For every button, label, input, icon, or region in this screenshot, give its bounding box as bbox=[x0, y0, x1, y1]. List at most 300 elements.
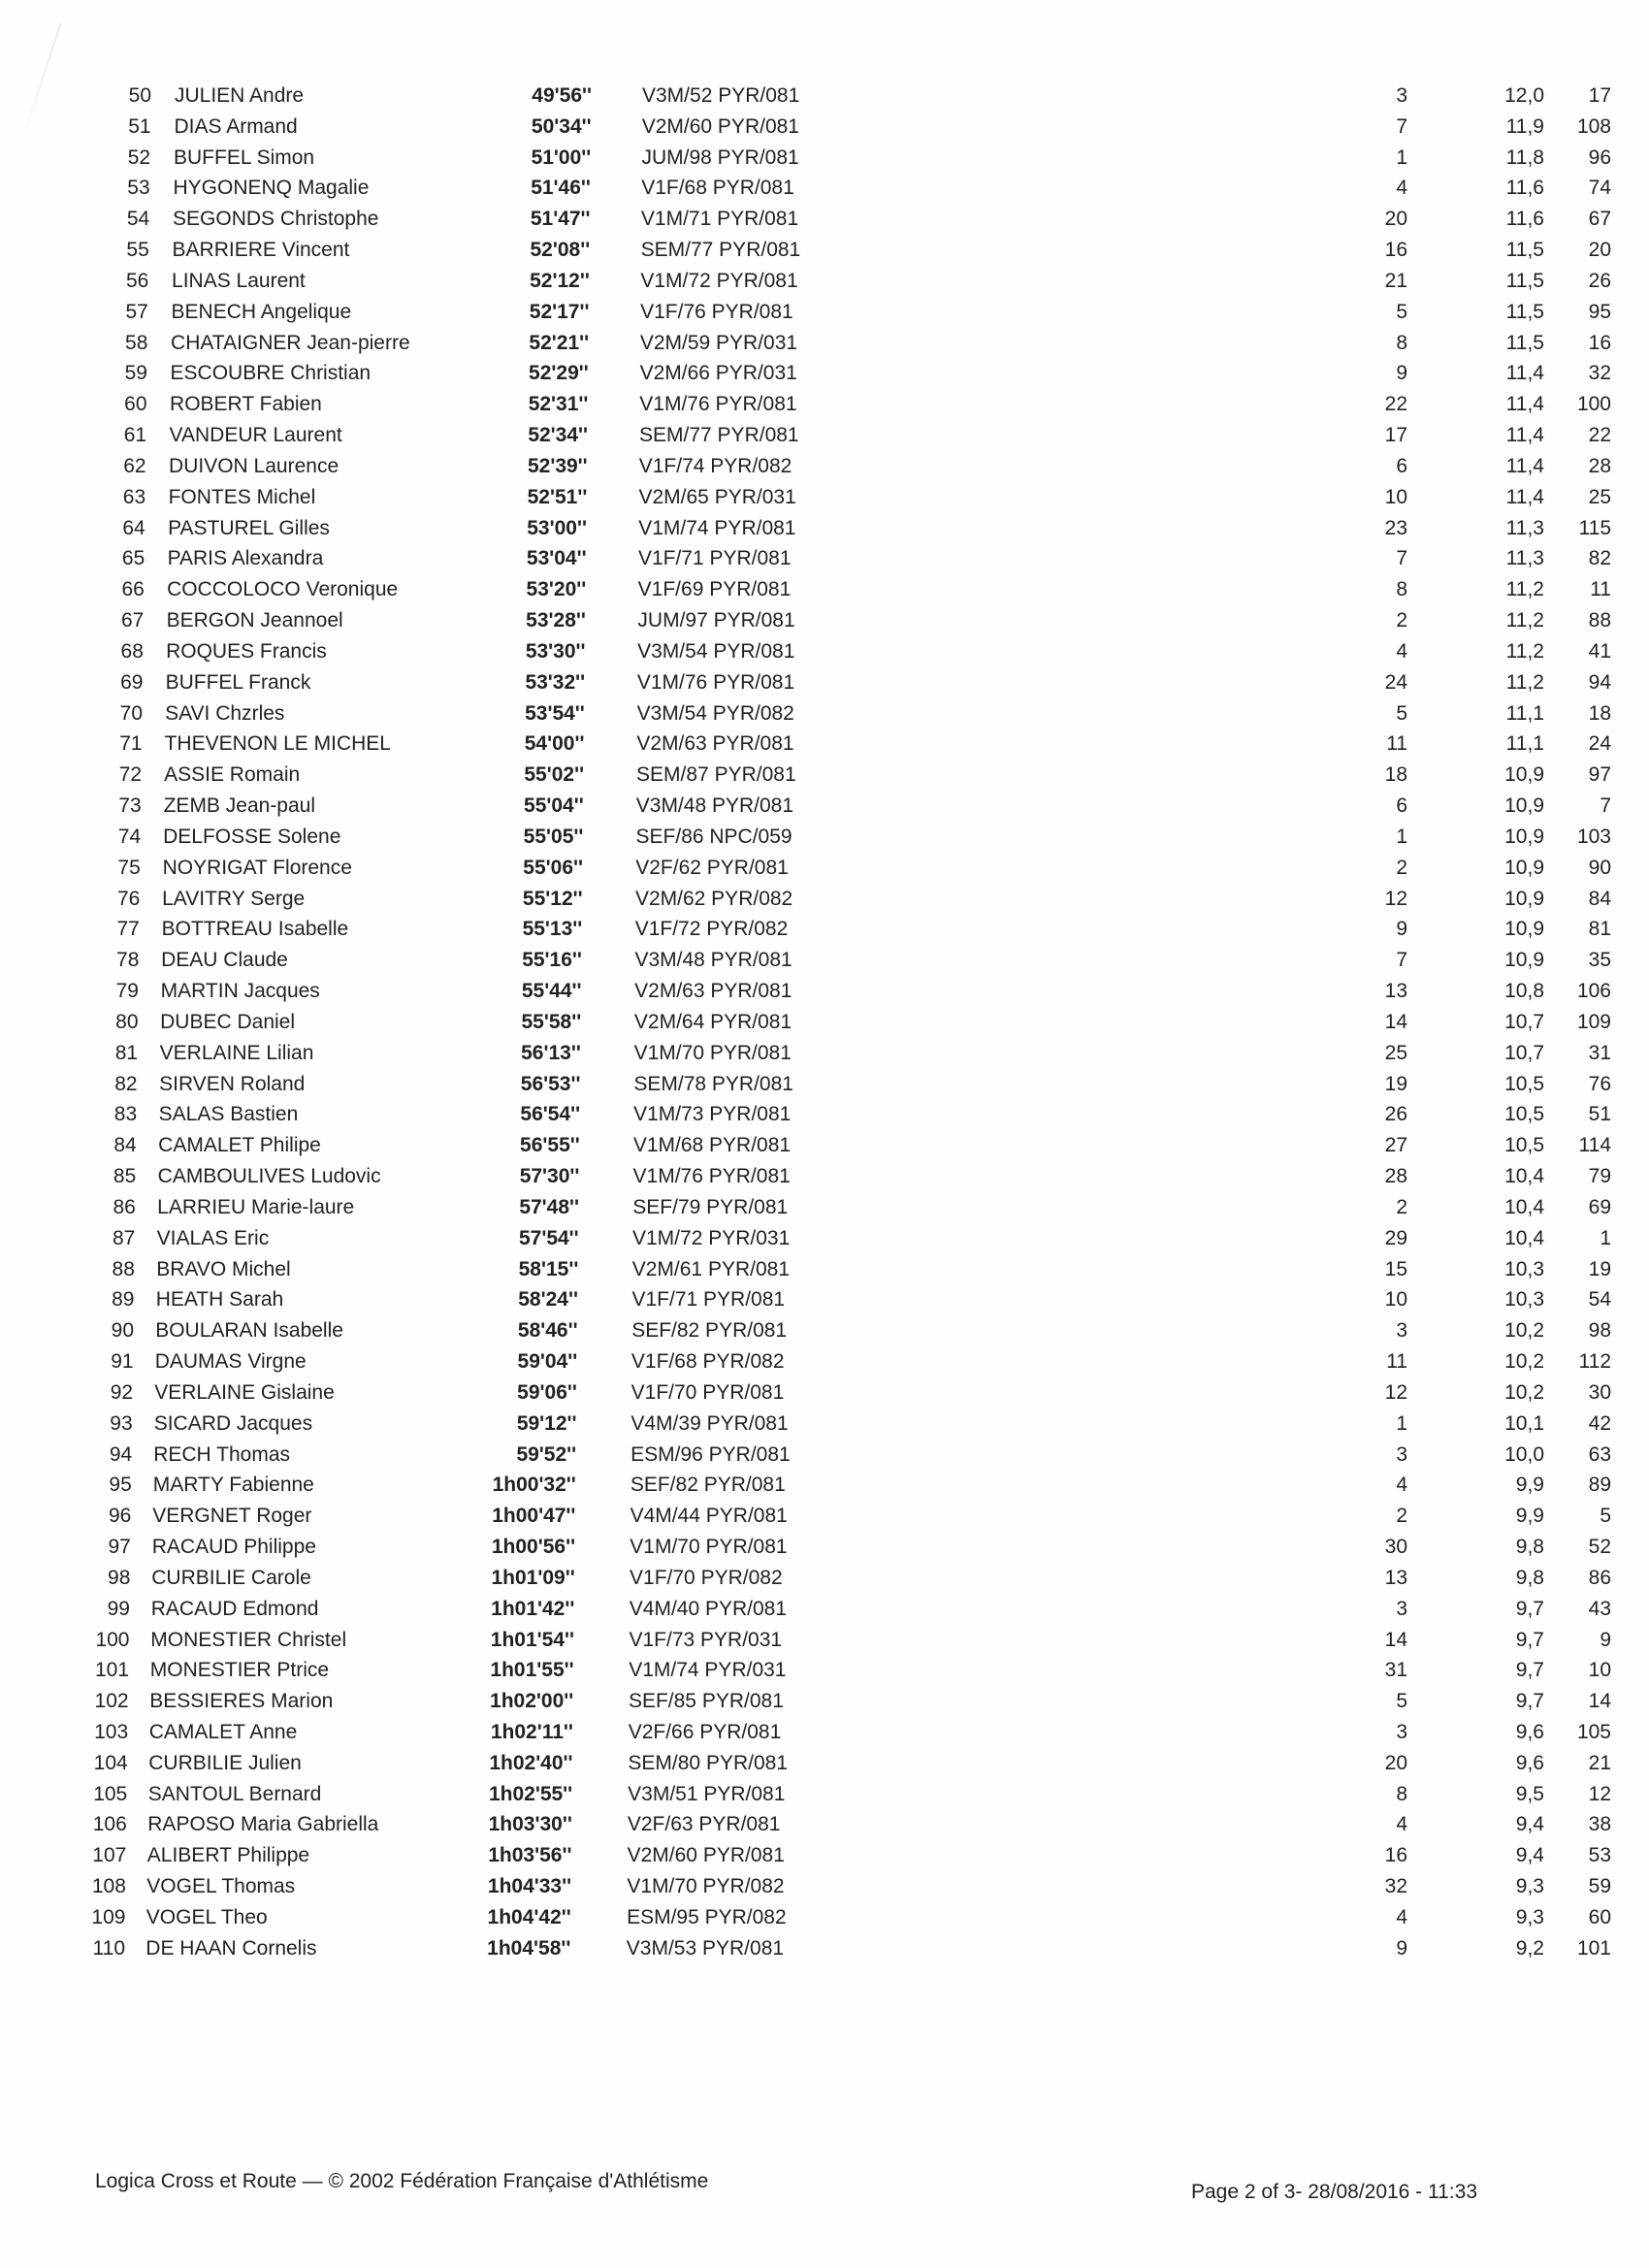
cell-time: 1h04'42'' bbox=[487, 1905, 571, 1928]
cell-category-rank: 12 bbox=[1384, 887, 1407, 910]
cell-bib: 79 bbox=[1588, 1165, 1611, 1188]
cell-rank: 104 bbox=[93, 1751, 128, 1774]
cell-category-rank: 2 bbox=[1396, 1505, 1407, 1528]
cell-time: 1h02'40'' bbox=[489, 1751, 573, 1774]
cell-time: 53'30'' bbox=[525, 639, 586, 663]
cell-time: 52'08'' bbox=[530, 239, 591, 262]
result-row bbox=[0, 1749, 1649, 1778]
cell-rank: 82 bbox=[114, 1072, 138, 1095]
cell-category: V2F/63 PYR/081 bbox=[627, 1813, 781, 1836]
cell-speed: 9,7 bbox=[1515, 1690, 1544, 1713]
cell-rank: 80 bbox=[115, 1010, 139, 1033]
cell-category-rank: 7 bbox=[1396, 949, 1407, 972]
cell-rank: 106 bbox=[92, 1813, 127, 1836]
cell-name: CAMALET Anne bbox=[148, 1720, 298, 1743]
cell-category: V1F/68 PYR/081 bbox=[641, 177, 794, 200]
cell-rank: 56 bbox=[125, 269, 149, 292]
cell-rank: 97 bbox=[108, 1536, 131, 1558]
cell-bib: 16 bbox=[1588, 331, 1611, 354]
cell-category-rank: 1 bbox=[1396, 146, 1407, 169]
cell-time: 52'31'' bbox=[528, 393, 589, 416]
cell-rank: 84 bbox=[113, 1134, 137, 1157]
cell-category: V1F/70 PYR/082 bbox=[630, 1566, 783, 1589]
cell-rank: 100 bbox=[95, 1628, 130, 1651]
cell-name: CAMALET Philipe bbox=[158, 1134, 321, 1157]
cell-name: DELFOSSE Solene bbox=[163, 825, 341, 848]
cell-rank: 73 bbox=[118, 794, 142, 818]
result-row bbox=[0, 885, 1649, 914]
cell-speed: 11,4 bbox=[1505, 362, 1544, 385]
cell-bib: 60 bbox=[1588, 1905, 1611, 1928]
result-row bbox=[0, 113, 1649, 142]
cell-rank: 65 bbox=[121, 547, 146, 570]
cell-category: V2M/59 PYR/031 bbox=[639, 331, 798, 354]
cell-category: V4M/40 PYR/081 bbox=[629, 1597, 788, 1620]
cell-category-rank: 4 bbox=[1396, 1813, 1407, 1836]
cell-name: DE HAAN Cornelis bbox=[146, 1936, 317, 1960]
cell-rank: 70 bbox=[119, 701, 143, 725]
cell-rank: 87 bbox=[112, 1226, 136, 1249]
result-row bbox=[0, 236, 1649, 265]
result-row bbox=[0, 1378, 1649, 1408]
cell-name: MONESTIER Ptrice bbox=[149, 1659, 330, 1682]
cell-category-rank: 27 bbox=[1384, 1134, 1407, 1157]
cell-category: SEF/86 NPC/059 bbox=[635, 825, 792, 848]
footer-page-info: Page 2 of 3- 28/08/2016 - 11:33 bbox=[1191, 2181, 1478, 2203]
cell-speed: 11,5 bbox=[1505, 331, 1544, 354]
cell-bib: 7 bbox=[1600, 794, 1611, 818]
result-row bbox=[0, 174, 1649, 203]
cell-category: V4M/44 PYR/081 bbox=[630, 1505, 788, 1528]
cell-category-rank: 5 bbox=[1396, 300, 1407, 323]
cell-category: V2M/62 PYR/082 bbox=[634, 887, 793, 910]
cell-time: 54'00'' bbox=[524, 732, 585, 756]
cell-category: ESM/96 PYR/081 bbox=[630, 1442, 791, 1466]
cell-name: SANTOUL Bernard bbox=[147, 1782, 322, 1805]
cell-rank: 71 bbox=[119, 732, 143, 756]
cell-speed: 9,6 bbox=[1515, 1751, 1544, 1774]
cell-bib: 76 bbox=[1588, 1072, 1611, 1095]
cell-name: DIAS Armand bbox=[174, 114, 298, 138]
cell-category-rank: 20 bbox=[1384, 208, 1407, 231]
cell-category: V1F/70 PYR/081 bbox=[630, 1380, 785, 1404]
cell-speed: 11,6 bbox=[1505, 208, 1544, 231]
cell-speed: 10,5 bbox=[1504, 1072, 1544, 1095]
cell-category: V1M/76 PYR/081 bbox=[636, 670, 795, 694]
cell-category-rank: 4 bbox=[1396, 177, 1407, 200]
cell-category-rank: 8 bbox=[1396, 1782, 1407, 1805]
cell-rank: 79 bbox=[115, 980, 139, 1003]
cell-speed: 11,4 bbox=[1505, 424, 1544, 447]
cell-bib: 101 bbox=[1576, 1936, 1611, 1960]
cell-speed: 11,1 bbox=[1505, 701, 1544, 725]
cell-name: VIALAS Eric bbox=[156, 1226, 270, 1249]
cell-category: SEM/78 PYR/081 bbox=[633, 1072, 793, 1095]
cell-category-rank: 4 bbox=[1396, 1474, 1407, 1497]
cell-name: PARIS Alexandra bbox=[167, 547, 324, 570]
cell-time: 1h04'58'' bbox=[487, 1936, 571, 1960]
cell-speed: 11,2 bbox=[1505, 578, 1544, 601]
cell-rank: 57 bbox=[125, 300, 148, 323]
cell-bib: 88 bbox=[1588, 609, 1611, 632]
cell-rank: 85 bbox=[113, 1165, 137, 1188]
cell-speed: 11,2 bbox=[1505, 639, 1544, 663]
cell-category-rank: 13 bbox=[1384, 980, 1407, 1003]
cell-category: V1F/71 PYR/081 bbox=[631, 1288, 786, 1312]
cell-bib: 89 bbox=[1588, 1474, 1611, 1497]
cell-category-rank: 3 bbox=[1396, 1319, 1407, 1343]
cell-time: 1h01'42'' bbox=[491, 1597, 575, 1620]
cell-rank: 76 bbox=[116, 887, 141, 910]
cell-speed: 11,3 bbox=[1505, 547, 1544, 570]
result-row bbox=[0, 1903, 1649, 1932]
cell-time: 1h02'00'' bbox=[490, 1690, 574, 1713]
cell-speed: 11,6 bbox=[1505, 177, 1544, 200]
cell-category-rank: 29 bbox=[1384, 1226, 1407, 1249]
cell-name: SIRVEN Roland bbox=[159, 1072, 306, 1095]
cell-rank: 69 bbox=[120, 670, 144, 694]
cell-category: V1M/71 PYR/081 bbox=[640, 208, 799, 231]
cell-category-rank: 13 bbox=[1384, 1566, 1407, 1589]
cell-bib: 22 bbox=[1588, 424, 1611, 447]
cell-bib: 95 bbox=[1588, 300, 1611, 323]
cell-bib: 42 bbox=[1588, 1411, 1611, 1435]
cell-name: LAVITRY Serge bbox=[162, 887, 306, 910]
cell-speed: 11,5 bbox=[1505, 269, 1544, 292]
cell-time: 55'16'' bbox=[522, 949, 582, 972]
cell-time: 52'39'' bbox=[527, 454, 588, 477]
cell-category-rank: 14 bbox=[1384, 1010, 1407, 1033]
cell-category: SEF/82 PYR/081 bbox=[631, 1319, 788, 1343]
cell-rank: 102 bbox=[94, 1690, 129, 1713]
cell-name: ZEMB Jean-paul bbox=[163, 794, 316, 818]
cell-time: 1h00'56'' bbox=[491, 1536, 576, 1558]
cell-speed: 9,9 bbox=[1515, 1505, 1544, 1528]
cell-speed: 10,2 bbox=[1504, 1319, 1544, 1343]
cell-speed: 10,9 bbox=[1504, 763, 1544, 787]
result-row bbox=[0, 514, 1649, 543]
cell-bib: 31 bbox=[1588, 1041, 1611, 1064]
cell-speed: 9,7 bbox=[1515, 1597, 1544, 1620]
cell-bib: 82 bbox=[1588, 547, 1611, 570]
cell-speed: 10,7 bbox=[1504, 1010, 1544, 1033]
cell-rank: 54 bbox=[126, 208, 150, 231]
cell-category-rank: 7 bbox=[1396, 114, 1407, 138]
cell-category-rank: 11 bbox=[1386, 1350, 1407, 1374]
cell-bib: 103 bbox=[1576, 825, 1611, 848]
cell-rank: 77 bbox=[116, 918, 140, 941]
cell-category: V2M/65 PYR/031 bbox=[638, 485, 796, 508]
cell-name: BESSIERES Marion bbox=[149, 1690, 334, 1713]
cell-time: 59'06'' bbox=[517, 1380, 577, 1404]
result-row bbox=[0, 1502, 1649, 1531]
cell-category: V1M/76 PYR/081 bbox=[632, 1165, 791, 1188]
cell-name: BENECH Angelique bbox=[171, 300, 352, 323]
cell-category: V1F/73 PYR/031 bbox=[629, 1628, 783, 1651]
cell-rank: 90 bbox=[111, 1319, 134, 1343]
cell-bib: 30 bbox=[1588, 1380, 1611, 1404]
cell-category-rank: 3 bbox=[1396, 1720, 1407, 1743]
cell-name: SICARD Jacques bbox=[153, 1411, 313, 1435]
cell-category: V2M/64 PYR/081 bbox=[633, 1010, 792, 1033]
cell-rank: 108 bbox=[91, 1875, 126, 1898]
cell-category: V1M/70 PYR/081 bbox=[630, 1536, 788, 1558]
result-row bbox=[0, 854, 1649, 883]
cell-speed: 10,5 bbox=[1504, 1103, 1544, 1126]
result-row bbox=[0, 915, 1649, 944]
cell-name: PASTUREL Gilles bbox=[168, 516, 330, 539]
cell-name: BRAVO Michel bbox=[156, 1257, 291, 1280]
cell-rank: 91 bbox=[111, 1350, 134, 1374]
cell-name: LINAS Laurent bbox=[172, 269, 306, 292]
cell-rank: 50 bbox=[128, 84, 151, 107]
cell-speed: 9,5 bbox=[1515, 1782, 1544, 1805]
cell-bib: 43 bbox=[1588, 1597, 1611, 1620]
cell-category: V1M/76 PYR/081 bbox=[639, 393, 797, 416]
cell-bib: 35 bbox=[1588, 949, 1611, 972]
cell-category: V2M/63 PYR/081 bbox=[634, 980, 792, 1003]
cell-name: THEVENON LE MICHEL bbox=[164, 732, 391, 756]
cell-bib: 81 bbox=[1588, 918, 1611, 941]
cell-time: 59'04'' bbox=[517, 1350, 578, 1374]
cell-category: V2M/61 PYR/081 bbox=[631, 1257, 790, 1280]
result-row bbox=[0, 1471, 1649, 1500]
cell-time: 53'04'' bbox=[526, 547, 587, 570]
result-row bbox=[0, 1100, 1649, 1129]
cell-time: 52'34'' bbox=[528, 424, 589, 447]
result-row bbox=[0, 1934, 1649, 1963]
cell-time: 56'13'' bbox=[521, 1041, 581, 1064]
cell-time: 53'54'' bbox=[525, 701, 585, 725]
cell-time: 55'06'' bbox=[523, 856, 583, 879]
cell-time: 55'05'' bbox=[523, 825, 584, 848]
cell-speed: 9,7 bbox=[1515, 1628, 1544, 1651]
cell-bib: 12 bbox=[1588, 1782, 1611, 1805]
cell-rank: 58 bbox=[125, 331, 148, 354]
cell-category-rank: 32 bbox=[1384, 1875, 1407, 1898]
cell-category-rank: 12 bbox=[1384, 1380, 1407, 1404]
cell-rank: 103 bbox=[94, 1720, 129, 1743]
cell-rank: 59 bbox=[124, 362, 147, 385]
cell-rank: 53 bbox=[127, 177, 150, 200]
cell-name: BARRIERE Vincent bbox=[172, 239, 350, 262]
cell-speed: 12,0 bbox=[1504, 84, 1544, 107]
cell-speed: 11,1 bbox=[1505, 732, 1544, 756]
cell-speed: 9,6 bbox=[1515, 1720, 1544, 1743]
cell-time: 53'00'' bbox=[527, 516, 587, 539]
cell-name: RECH Thomas bbox=[153, 1442, 291, 1466]
cell-time: 58'46'' bbox=[517, 1319, 578, 1343]
cell-bib: 54 bbox=[1588, 1288, 1611, 1312]
cell-time: 59'12'' bbox=[516, 1411, 577, 1435]
cell-category: V3M/48 PYR/081 bbox=[635, 794, 794, 818]
cell-category: V1M/70 PYR/081 bbox=[633, 1041, 792, 1064]
cell-speed: 10,4 bbox=[1504, 1226, 1544, 1249]
cell-name: SEGONDS Christophe bbox=[173, 208, 379, 231]
cell-bib: 5 bbox=[1600, 1505, 1611, 1528]
cell-time: 58'15'' bbox=[518, 1257, 579, 1280]
cell-speed: 11,2 bbox=[1505, 609, 1544, 632]
cell-category: V1F/68 PYR/082 bbox=[630, 1350, 785, 1374]
result-row bbox=[0, 1131, 1649, 1160]
result-row bbox=[0, 1162, 1649, 1191]
cell-speed: 9,3 bbox=[1515, 1875, 1544, 1898]
cell-category: V3M/53 PYR/081 bbox=[626, 1936, 785, 1960]
cell-category: V3M/54 PYR/082 bbox=[636, 701, 794, 725]
cell-rank: 95 bbox=[109, 1474, 132, 1497]
cell-category: JUM/97 PYR/081 bbox=[637, 609, 795, 632]
cell-speed: 10,9 bbox=[1504, 794, 1544, 818]
cell-name: HYGONENQ Magalie bbox=[173, 177, 370, 200]
cell-category: V1M/68 PYR/081 bbox=[632, 1134, 792, 1157]
cell-category-rank: 10 bbox=[1384, 1288, 1407, 1312]
result-row bbox=[0, 359, 1649, 388]
cell-category: SEM/77 PYR/081 bbox=[640, 239, 801, 262]
cell-name: BOULARAN Isabelle bbox=[155, 1319, 343, 1343]
cell-category-rank: 15 bbox=[1384, 1257, 1407, 1280]
cell-bib: 41 bbox=[1588, 639, 1611, 663]
cell-rank: 75 bbox=[117, 856, 141, 879]
result-row bbox=[0, 1595, 1649, 1624]
cell-category: SEF/85 PYR/081 bbox=[628, 1690, 784, 1713]
cell-name: CURBILIE Julien bbox=[148, 1751, 302, 1774]
cell-rank: 93 bbox=[110, 1411, 133, 1435]
cell-category: SEM/87 PYR/081 bbox=[636, 763, 796, 787]
cell-time: 1h01'54'' bbox=[490, 1628, 574, 1651]
cell-category: JUM/98 PYR/081 bbox=[641, 146, 799, 169]
cell-category-rank: 24 bbox=[1384, 670, 1407, 694]
result-row bbox=[0, 1626, 1649, 1655]
cell-category-rank: 1 bbox=[1396, 825, 1407, 848]
cell-rank: 98 bbox=[108, 1566, 131, 1589]
result-row bbox=[0, 792, 1649, 821]
cell-bib: 52 bbox=[1588, 1536, 1611, 1558]
cell-bib: 84 bbox=[1588, 887, 1611, 910]
result-row bbox=[0, 1533, 1649, 1562]
cell-time: 55'04'' bbox=[524, 794, 584, 818]
cell-bib: 53 bbox=[1588, 1844, 1611, 1867]
cell-category-rank: 31 bbox=[1384, 1659, 1407, 1682]
cell-bib: 9 bbox=[1600, 1628, 1611, 1651]
cell-rank: 62 bbox=[123, 454, 146, 477]
cell-time: 52'29'' bbox=[529, 362, 589, 385]
cell-bib: 114 bbox=[1578, 1134, 1611, 1157]
cell-category-rank: 22 bbox=[1384, 393, 1407, 416]
cell-category-rank: 16 bbox=[1384, 1844, 1407, 1867]
cell-category-rank: 7 bbox=[1396, 547, 1407, 570]
cell-time: 51'00'' bbox=[531, 146, 592, 169]
cell-name: ROQUES Francis bbox=[166, 639, 327, 663]
cell-category-rank: 8 bbox=[1396, 578, 1407, 601]
cell-speed: 11,5 bbox=[1505, 239, 1544, 262]
cell-rank: 61 bbox=[123, 424, 147, 447]
cell-category: V1M/73 PYR/081 bbox=[633, 1103, 792, 1126]
cell-name: COCCOLOCO Veronique bbox=[167, 578, 399, 601]
cell-speed: 10,2 bbox=[1504, 1380, 1544, 1404]
result-row bbox=[0, 205, 1649, 234]
cell-speed: 9,8 bbox=[1515, 1536, 1544, 1558]
cell-category-rank: 11 bbox=[1386, 732, 1407, 756]
footer-software-credit: Logica Cross et Route — © 2002 Fédération Française d'Athlétisme bbox=[95, 2170, 709, 2192]
cell-bib: 63 bbox=[1588, 1442, 1611, 1466]
cell-rank: 92 bbox=[110, 1380, 134, 1404]
result-row bbox=[0, 823, 1649, 852]
result-row bbox=[0, 1810, 1649, 1839]
cell-category-rank: 5 bbox=[1396, 701, 1407, 725]
cell-bib: 1 bbox=[1600, 1226, 1611, 1249]
cell-category-rank: 10 bbox=[1384, 485, 1407, 508]
cell-time: 56'54'' bbox=[520, 1103, 581, 1126]
cell-category-rank: 6 bbox=[1396, 454, 1407, 477]
cell-rank: 63 bbox=[122, 485, 146, 508]
cell-category: SEF/82 PYR/081 bbox=[630, 1474, 786, 1497]
cell-name: RACAUD Edmond bbox=[150, 1597, 319, 1620]
result-row bbox=[0, 1316, 1649, 1345]
cell-time: 1h03'56'' bbox=[488, 1844, 572, 1867]
cell-name: LARRIEU Marie-laure bbox=[157, 1195, 355, 1218]
result-row bbox=[0, 946, 1649, 975]
cell-category: V2F/62 PYR/081 bbox=[635, 856, 789, 879]
cell-category-rank: 2 bbox=[1396, 1195, 1407, 1218]
result-row bbox=[0, 298, 1649, 327]
cell-rank: 52 bbox=[127, 146, 151, 169]
cell-category: SEF/79 PYR/081 bbox=[632, 1195, 789, 1218]
cell-category: V3M/48 PYR/081 bbox=[634, 949, 792, 972]
cell-category-rank: 4 bbox=[1396, 1905, 1407, 1928]
cell-bib: 14 bbox=[1588, 1690, 1611, 1713]
cell-rank: 55 bbox=[126, 239, 149, 262]
result-row bbox=[0, 421, 1649, 450]
cell-speed: 10,9 bbox=[1504, 918, 1544, 941]
cell-time: 1h03'30'' bbox=[488, 1813, 572, 1836]
cell-time: 1h02'55'' bbox=[488, 1782, 573, 1805]
cell-speed: 9,8 bbox=[1515, 1566, 1544, 1589]
cell-name: NOYRIGAT Florence bbox=[162, 856, 352, 879]
cell-time: 53'20'' bbox=[526, 578, 587, 601]
cell-speed: 11,5 bbox=[1505, 300, 1544, 323]
cell-bib: 18 bbox=[1588, 701, 1611, 725]
cell-category-rank: 3 bbox=[1396, 1442, 1407, 1466]
cell-bib: 25 bbox=[1588, 485, 1611, 508]
cell-bib: 115 bbox=[1578, 516, 1611, 539]
cell-bib: 90 bbox=[1588, 856, 1611, 879]
cell-rank: 60 bbox=[124, 393, 147, 416]
cell-speed: 10,9 bbox=[1504, 825, 1544, 848]
result-row bbox=[0, 761, 1649, 790]
cell-speed: 10,3 bbox=[1504, 1257, 1544, 1280]
cell-speed: 10,2 bbox=[1504, 1350, 1544, 1374]
cell-speed: 11,4 bbox=[1505, 454, 1544, 477]
cell-time: 55'58'' bbox=[521, 1010, 582, 1033]
cell-rank: 86 bbox=[113, 1195, 136, 1218]
cell-bib: 51 bbox=[1588, 1103, 1611, 1126]
cell-name: ASSIE Romain bbox=[164, 763, 301, 787]
cell-rank: 99 bbox=[107, 1597, 130, 1620]
result-row bbox=[0, 1070, 1649, 1099]
cell-name: BOTTREAU Isabelle bbox=[161, 918, 349, 941]
cell-category-rank: 3 bbox=[1396, 1597, 1407, 1620]
cell-speed: 9,4 bbox=[1515, 1844, 1544, 1867]
result-row bbox=[0, 1224, 1649, 1253]
cell-category-rank: 1 bbox=[1396, 1411, 1407, 1435]
cell-bib: 74 bbox=[1588, 177, 1611, 200]
cell-time: 55'02'' bbox=[524, 763, 585, 787]
cell-name: BERGON Jeannoel bbox=[166, 609, 343, 632]
cell-bib: 86 bbox=[1588, 1566, 1611, 1589]
cell-category: V1M/70 PYR/082 bbox=[627, 1875, 785, 1898]
result-row bbox=[0, 1255, 1649, 1284]
cell-name: BUFFEL Simon bbox=[174, 146, 315, 169]
